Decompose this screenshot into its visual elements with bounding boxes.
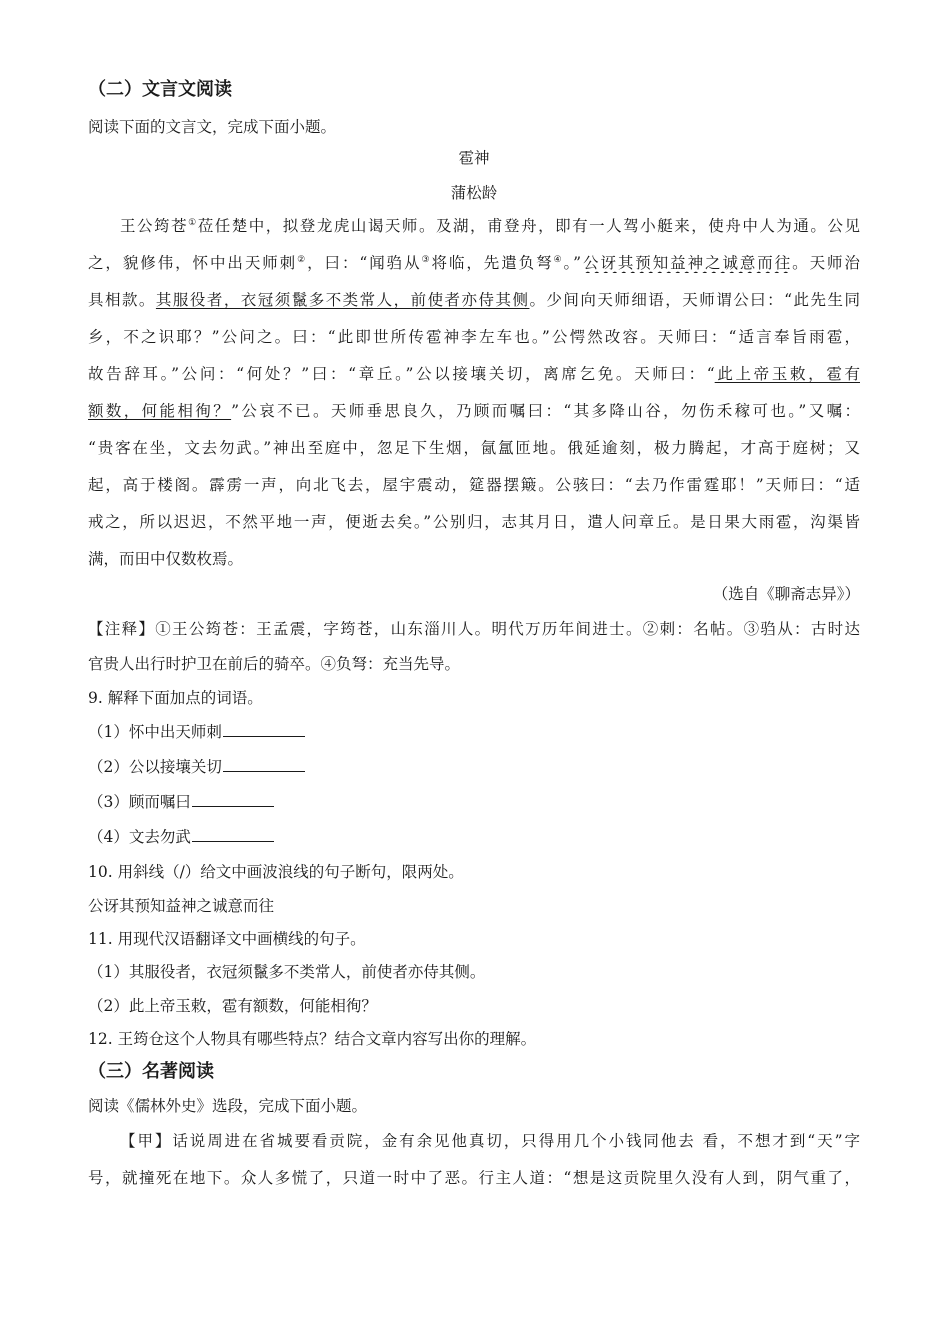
passage-line: 乡，不之识耶？”公问之。曰：“此即世所传雹神李左车也。”公愕然改容。天师曰：“适言奉旨雨雹，: [88, 328, 860, 346]
underlined-sentence: 此上帝玉敕，雹有: [714, 365, 860, 383]
question-11-stem: 11. 用现代汉语翻译文中画横线的句子。: [88, 930, 366, 948]
annotation-line: 【注释】①王公筠苍：王孟震，字筠苍，山东淄川人。明代万历年间进士。②刺：名帖。③驺从：古时达: [88, 620, 860, 638]
excerpt-line: 号，就撞死在地下。众人多慌了，只道一时中了恶。行主人道：“想是这贡院里久没有人到，阴气重了，: [88, 1169, 860, 1187]
section-heading-classics: （三）名著阅读: [88, 1061, 214, 1082]
passage-line: 戒之，所以迟迟，不然平地一声，便逝去矣。”公别归，志其月日，遣人问章丘。是日果大雨雹，沟渠皆: [88, 513, 860, 531]
passage-line: 王公筠苍①莅任楚中，拟登龙虎山谒天师。及湖，甫登舟，即有一人驾小艇来，使舟中人为通。公见: [120, 217, 860, 235]
question-9-item: （2）公以接壤关切: [88, 757, 860, 777]
footnote-marker: ③: [421, 254, 432, 265]
passage-line: 额数，何能相徇？”公哀不已。天师垂思良久，乃顾而嘱曰：“其多降山谷，勿伤禾稼可也。”又嘱：: [88, 402, 860, 420]
annotation-line: 官贵人出行时护卫在前后的骑卒。④负弩：充当先导。: [88, 655, 461, 673]
answer-blank[interactable]: [223, 757, 305, 772]
answer-blank[interactable]: [192, 827, 274, 842]
answer-blank[interactable]: [223, 722, 305, 737]
question-11-item: （1）其服役者，衣冠须鬣多不类常人，前使者亦侍其侧。: [88, 963, 486, 981]
passage-line: 之，貌修伟，怀中出天师刺②，曰：“闻驺从③将临，先遣负弩④。”公讶其预知益神之诚意而往。天师治: [88, 254, 860, 272]
passage-line: 起，高于楼阁。霹雳一声，向北飞去，屋宇震动，筵器摆簸。公骇曰：“去乃作雷霆耶！”天师曰：“适: [88, 476, 860, 494]
section-instruction: 阅读下面的文言文，完成下面小题。: [88, 118, 337, 136]
passage-source: （选自《聊斋志异》）: [712, 585, 860, 603]
section-instruction: 阅读《儒林外史》选段，完成下面小题。: [88, 1097, 368, 1115]
question-9-item: （3）顾而嘱曰: [88, 792, 860, 812]
wavy-underlined-sentence: 公讶其预知益神之诚意而往: [581, 254, 793, 272]
passage-line: 具相款。其服役者，衣冠须鬣多不类常人，前使者亦侍其侧。少间向天师细语，天师谓公曰：“此先生同: [88, 291, 860, 309]
underlined-sentence: 额数，何能相徇？: [88, 402, 232, 420]
excerpt-line: 【甲】话说周进在省城要看贡院，金有余见他真切，只得用几个小钱同他去 看，不想才到“天”字: [120, 1132, 860, 1150]
question-10-stem: 10. 用斜线（/）给文中画波浪线的句子断句，限两处。: [88, 863, 464, 881]
question-10-sentence: 公讶其预知益神之诚意而往: [88, 897, 275, 915]
footnote-marker: ①: [188, 217, 198, 228]
answer-blank[interactable]: [192, 792, 274, 807]
question-12-stem: 12. 王筠仓这个人物具有哪些特点？结合文章内容写出你的理解。: [88, 1030, 537, 1048]
question-9-item: （1）怀中出天师刺: [88, 722, 860, 742]
footnote-marker: ②: [297, 254, 308, 265]
question-11-item: （2）此上帝玉敕，雹有额数，何能相徇？: [88, 997, 377, 1015]
passage-title: 雹神: [458, 149, 490, 167]
passage-line: 故告辞耳。”公问：“何处？”曰：“章丘。”公以接壤关切，离席乞免。天师曰：“此上帝玉敕，雹有: [88, 365, 860, 383]
question-9-item: （4）文去勿武: [88, 827, 860, 847]
underlined-sentence: 其服役者，衣冠须鬣多不类常人，前使者亦侍其侧: [155, 291, 530, 309]
footnote-marker: ④: [553, 254, 564, 265]
passage-line: 满，而田中仅数枚焉。: [88, 550, 244, 568]
passage-line: “贵客在坐，文去勿武。”神出至庭中，忽足下生烟，氤氲匝地。俄延逾刻，极力腾起，才高于庭树；又: [88, 439, 860, 457]
section-heading-classical: （二）文言文阅读: [88, 79, 232, 100]
question-9-stem: 9. 解释下面加点的词语。: [88, 689, 263, 707]
passage-author: 蒲松龄: [450, 184, 498, 202]
